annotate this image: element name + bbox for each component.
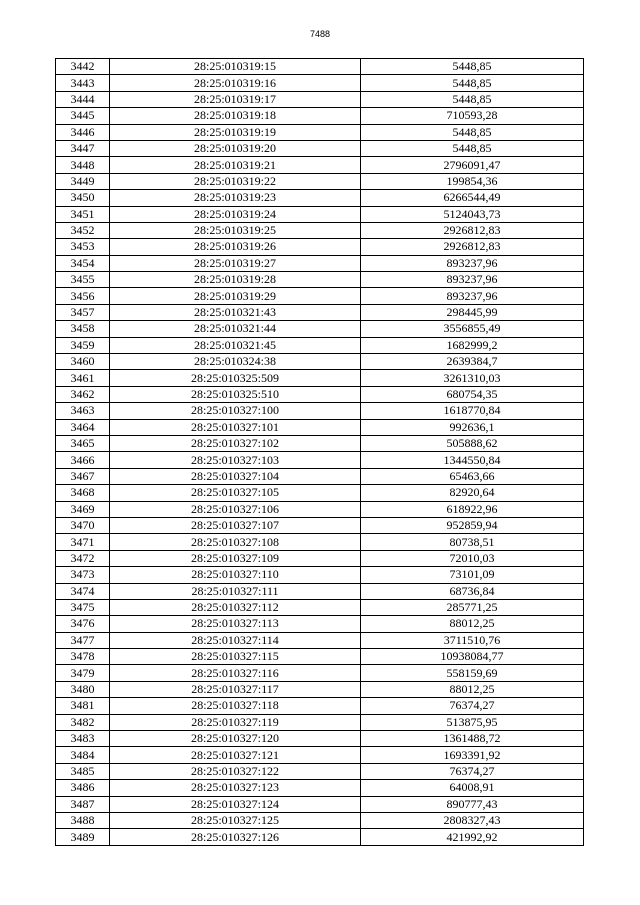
cadastral-number-cell: 28:25:010319:18 [110,108,361,124]
cadastral-number-cell: 28:25:010319:21 [110,157,361,173]
cadastral-number-cell: 28:25:010319:28 [110,272,361,288]
cadastral-number-cell: 28:25:010319:22 [110,173,361,189]
value-cell: 952859,94 [361,517,584,533]
value-cell: 5448,85 [361,59,584,75]
value-cell: 3261310,03 [361,370,584,386]
table-row [56,452,584,468]
row-number-cell: 3482 [56,714,110,730]
table-row [56,550,584,566]
value-cell: 1361488,72 [361,731,584,747]
row-number-cell: 3460 [56,354,110,370]
value-cell: 298445,99 [361,304,584,320]
cadastral-number-cell: 28:25:010327:117 [110,681,361,697]
row-number-cell: 3489 [56,829,110,845]
table-row [56,649,584,665]
value-cell: 710593,28 [361,108,584,124]
cadastral-number-cell: 28:25:010319:15 [110,59,361,75]
cadastral-number-cell: 28:25:010327:100 [110,403,361,419]
table-row [56,288,584,304]
row-number-cell: 3447 [56,140,110,156]
cadastral-number-cell: 28:25:010327:114 [110,632,361,648]
value-cell: 76374,27 [361,763,584,779]
value-cell: 68736,84 [361,583,584,599]
value-cell: 199854,36 [361,173,584,189]
row-number-cell: 3469 [56,501,110,517]
table-row [56,272,584,288]
value-cell: 88012,25 [361,616,584,632]
row-number-cell: 3474 [56,583,110,599]
table-row [56,403,584,419]
cadastral-number-cell: 28:25:010327:116 [110,665,361,681]
page-number: 7488 [309,29,331,39]
value-cell: 5448,85 [361,140,584,156]
row-number-cell: 3488 [56,812,110,828]
cadastral-number-cell: 28:25:010319:27 [110,255,361,271]
cadastral-number-cell: 28:25:010327:103 [110,452,361,468]
table-row [56,222,584,238]
cadastral-number-cell: 28:25:010327:123 [110,780,361,796]
cadastral-number-cell: 28:25:010327:104 [110,468,361,484]
row-number-cell: 3481 [56,698,110,714]
row-number-cell: 3463 [56,403,110,419]
table-row [56,419,584,435]
value-cell: 992636,1 [361,419,584,435]
table-row [56,468,584,484]
row-number-cell: 3466 [56,452,110,468]
row-number-cell: 3457 [56,304,110,320]
row-number-cell: 3462 [56,386,110,402]
value-cell: 72010,03 [361,550,584,566]
table-row [56,747,584,763]
value-cell: 88012,25 [361,681,584,697]
value-cell: 513875,95 [361,714,584,730]
row-number-cell: 3453 [56,239,110,255]
table-row [56,91,584,107]
table-row [56,354,584,370]
cadastral-number-cell: 28:25:010319:25 [110,222,361,238]
cadastral-number-cell: 28:25:010327:119 [110,714,361,730]
cadastral-number-cell: 28:25:010319:24 [110,206,361,222]
row-number-cell: 3480 [56,681,110,697]
value-cell: 76374,27 [361,698,584,714]
value-cell: 505888,62 [361,435,584,451]
row-number-cell: 3461 [56,370,110,386]
cadastral-number-cell: 28:25:010319:20 [110,140,361,156]
value-cell: 2796091,47 [361,157,584,173]
table-row [56,255,584,271]
row-number-cell: 3478 [56,649,110,665]
cadastral-number-cell: 28:25:010319:29 [110,288,361,304]
cadastral-number-cell: 28:25:010324:38 [110,354,361,370]
value-cell: 1344550,84 [361,452,584,468]
cadastral-number-cell: 28:25:010327:124 [110,796,361,812]
table-row [56,59,584,75]
value-cell: 680754,35 [361,386,584,402]
value-cell: 65463,66 [361,468,584,484]
row-number-cell: 3470 [56,517,110,533]
table-row [56,501,584,517]
value-cell: 82920,64 [361,485,584,501]
table-row [56,239,584,255]
value-cell: 618922,96 [361,501,584,517]
table-row [56,829,584,845]
row-number-cell: 3468 [56,485,110,501]
table-row [56,763,584,779]
value-cell: 80738,51 [361,534,584,550]
value-cell: 6266544,49 [361,190,584,206]
cadastral-number-cell: 28:25:010319:26 [110,239,361,255]
table-row [56,337,584,353]
row-number-cell: 3454 [56,255,110,271]
value-cell: 5448,85 [361,91,584,107]
table-row [56,485,584,501]
row-number-cell: 3486 [56,780,110,796]
table-row [56,108,584,124]
value-cell: 558159,69 [361,665,584,681]
cadastral-value-table [55,58,584,846]
row-number-cell: 3451 [56,206,110,222]
row-number-cell: 3458 [56,321,110,337]
table-row [56,124,584,140]
row-number-cell: 3484 [56,747,110,763]
table-row [56,75,584,91]
cadastral-number-cell: 28:25:010327:110 [110,567,361,583]
table-row [56,616,584,632]
table-row [56,173,584,189]
cadastral-number-cell: 28:25:010327:126 [110,829,361,845]
value-cell: 73101,09 [361,567,584,583]
value-cell: 421992,92 [361,829,584,845]
row-number-cell: 3485 [56,763,110,779]
row-number-cell: 3445 [56,108,110,124]
row-number-cell: 3459 [56,337,110,353]
value-cell: 10938084,77 [361,649,584,665]
cadastral-number-cell: 28:25:010327:125 [110,812,361,828]
value-cell: 5448,85 [361,124,584,140]
table-row [56,812,584,828]
cadastral-number-cell: 28:25:010327:106 [110,501,361,517]
table-row [56,517,584,533]
value-cell: 2808327,43 [361,812,584,828]
table-row [56,386,584,402]
table-row [56,534,584,550]
value-cell: 285771,25 [361,599,584,615]
row-number-cell: 3464 [56,419,110,435]
table-row [56,731,584,747]
value-cell: 3556855,49 [361,321,584,337]
table-row [56,321,584,337]
value-cell: 64008,91 [361,780,584,796]
row-number-cell: 3448 [56,157,110,173]
value-cell: 5448,85 [361,75,584,91]
value-cell: 5124043,73 [361,206,584,222]
row-number-cell: 3487 [56,796,110,812]
table-row [56,714,584,730]
table-row [56,435,584,451]
row-number-cell: 3467 [56,468,110,484]
value-cell: 2639384,7 [361,354,584,370]
cadastral-number-cell: 28:25:010327:111 [110,583,361,599]
row-number-cell: 3471 [56,534,110,550]
cadastral-number-cell: 28:25:010319:16 [110,75,361,91]
cadastral-number-cell: 28:25:010325:510 [110,386,361,402]
row-number-cell: 3479 [56,665,110,681]
cadastral-number-cell: 28:25:010325:509 [110,370,361,386]
cadastral-number-cell: 28:25:010321:45 [110,337,361,353]
cadastral-number-cell: 28:25:010319:19 [110,124,361,140]
row-number-cell: 3476 [56,616,110,632]
row-number-cell: 3455 [56,272,110,288]
table-row [56,780,584,796]
cadastral-number-cell: 28:25:010327:107 [110,517,361,533]
value-cell: 1618770,84 [361,403,584,419]
cadastral-number-cell: 28:25:010319:17 [110,91,361,107]
cadastral-number-cell: 28:25:010327:122 [110,763,361,779]
table-row [56,681,584,697]
cadastral-number-cell: 28:25:010327:113 [110,616,361,632]
value-cell: 2926812,83 [361,222,584,238]
row-number-cell: 3475 [56,599,110,615]
cadastral-number-cell: 28:25:010327:109 [110,550,361,566]
table-row [56,632,584,648]
table-row [56,157,584,173]
table-row [56,698,584,714]
value-cell: 890777,43 [361,796,584,812]
table-row [56,567,584,583]
cadastral-number-cell: 28:25:010327:120 [110,731,361,747]
table-row [56,190,584,206]
table-row [56,140,584,156]
cadastral-number-cell: 28:25:010327:121 [110,747,361,763]
cadastral-number-cell: 28:25:010327:118 [110,698,361,714]
table-row [56,796,584,812]
cadastral-number-cell: 28:25:010321:44 [110,321,361,337]
value-cell: 3711510,76 [361,632,584,648]
cadastral-number-cell: 28:25:010327:105 [110,485,361,501]
value-cell: 1693391,92 [361,747,584,763]
row-number-cell: 3446 [56,124,110,140]
cadastral-number-cell: 28:25:010327:101 [110,419,361,435]
row-number-cell: 3483 [56,731,110,747]
table-row [56,304,584,320]
table-row [56,370,584,386]
row-number-cell: 3450 [56,190,110,206]
row-number-cell: 3452 [56,222,110,238]
cadastral-number-cell: 28:25:010327:115 [110,649,361,665]
value-cell: 1682999,2 [361,337,584,353]
row-number-cell: 3477 [56,632,110,648]
row-number-cell: 3472 [56,550,110,566]
cadastral-number-cell: 28:25:010327:102 [110,435,361,451]
table-row [56,665,584,681]
row-number-cell: 3443 [56,75,110,91]
cadastral-number-cell: 28:25:010319:23 [110,190,361,206]
cadastral-number-cell: 28:25:010327:108 [110,534,361,550]
row-number-cell: 3449 [56,173,110,189]
cadastral-number-cell: 28:25:010327:112 [110,599,361,615]
table-body [56,59,584,846]
table-row [56,599,584,615]
row-number-cell: 3465 [56,435,110,451]
value-cell: 893237,96 [361,255,584,271]
table-row [56,583,584,599]
row-number-cell: 3444 [56,91,110,107]
row-number-cell: 3456 [56,288,110,304]
value-cell: 893237,96 [361,272,584,288]
table-row [56,206,584,222]
value-cell: 2926812,83 [361,239,584,255]
row-number-cell: 3442 [56,59,110,75]
row-number-cell: 3473 [56,567,110,583]
value-cell: 893237,96 [361,288,584,304]
cadastral-number-cell: 28:25:010321:43 [110,304,361,320]
